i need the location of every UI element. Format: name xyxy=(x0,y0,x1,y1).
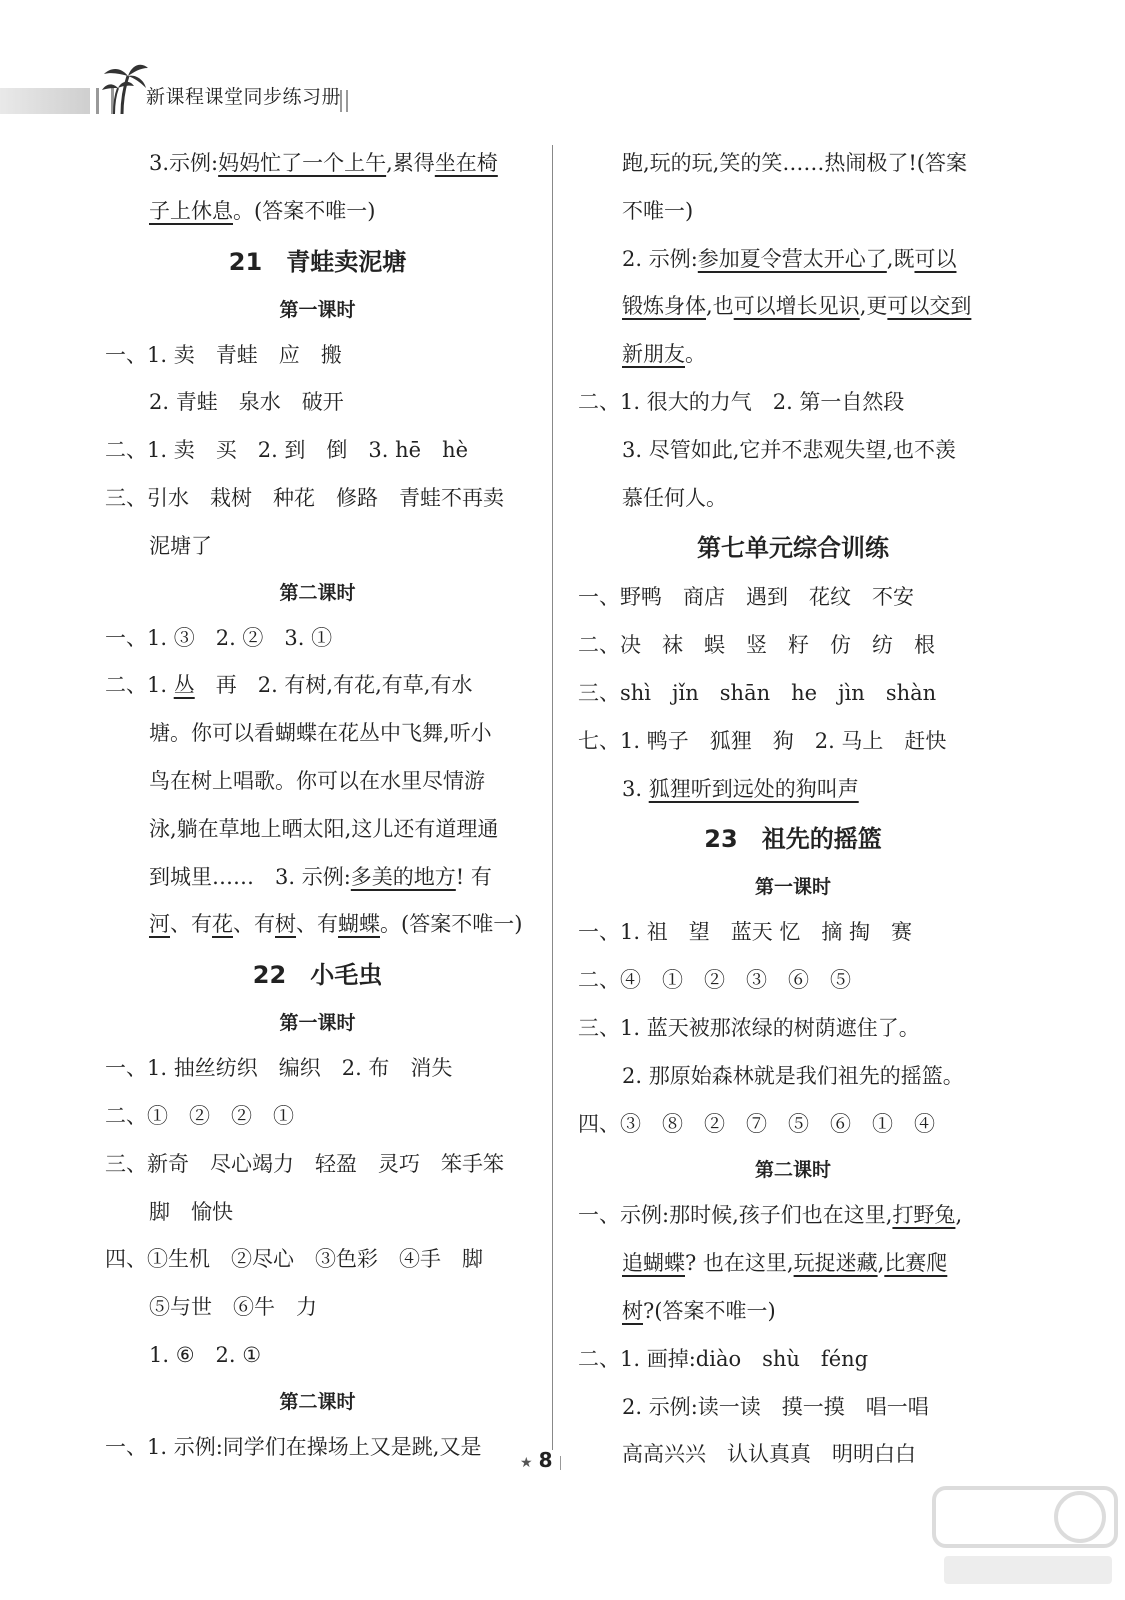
answer-line: 到城里…… 3. 示例:多美的地方! 有 xyxy=(149,864,492,889)
page-number: 8 xyxy=(538,1448,553,1472)
answer-line: 七、1. 鸭子 狐狸 狗 2. 马上 赶快 xyxy=(578,728,947,753)
answer-line: 2. 示例:参加夏令营太开心了,既可以 xyxy=(622,246,957,271)
answer-line: 四、③ ⑧ ② ⑦ ⑤ ⑥ ① ④ xyxy=(578,1111,935,1136)
answer-line: 脚 愉快 xyxy=(149,1199,233,1224)
star-icon: ★ xyxy=(520,1455,533,1471)
answer-line: 慕任何人。 xyxy=(622,485,727,510)
answer-line: 二、1. 画掉:diào shù féng xyxy=(578,1346,869,1371)
answer-line: 三、新奇 尽心竭力 轻盈 灵巧 笨手笨 xyxy=(105,1151,504,1176)
answer-line: 新朋友。 xyxy=(622,342,706,367)
answer-line: 二、1. 卖 买 2. 到 倒 3. hē hè xyxy=(105,438,469,463)
header-tail-bars xyxy=(340,90,348,112)
column-divider xyxy=(552,145,553,1450)
answer-line: 泥塘了 xyxy=(149,533,212,558)
lesson-heading: 第二课时 xyxy=(279,1390,356,1413)
answer-line: 三、1. 蓝天被那浓绿的树荫遮住了。 xyxy=(578,1015,920,1040)
answer-line: 鸟在树上唱歌。你可以在水里尽情游 xyxy=(149,768,485,793)
answer-line: 不唯一) xyxy=(622,198,694,223)
answer-line: 二、① ② ② ① xyxy=(105,1103,294,1128)
answer-line: 一、1. 卖 青蛙 应 搬 xyxy=(105,342,342,367)
chapter-title-23: 23 祖先的摇篮 xyxy=(704,825,882,854)
answer-line: ⑤与世 ⑥牛 力 xyxy=(149,1295,317,1320)
lesson-heading: 第一课时 xyxy=(279,1012,356,1035)
chapter-title-22: 22 小毛虫 xyxy=(252,961,383,990)
answer-line: 一、1. ③ 2. ② 3. ① xyxy=(105,625,333,650)
right-column xyxy=(578,140,1008,1479)
answer-line: 一、示例:那时候,孩子们也在这里,打野兔, xyxy=(578,1203,963,1228)
answer-line: 塘。你可以看蝴蝶在花丛中飞舞,听小 xyxy=(149,721,492,746)
lesson-heading: 第二课时 xyxy=(754,1159,831,1182)
answer-line: 1. ⑥ 2. ① xyxy=(149,1342,262,1367)
lesson-heading: 第二课时 xyxy=(279,581,356,604)
lesson-heading: 第一课时 xyxy=(754,876,831,899)
answer-line: 锻炼身体,也可以增长见识,更可以交到 xyxy=(622,294,972,319)
watermark-logo xyxy=(930,1480,1120,1590)
answer-line: 一、野鸭 商店 遇到 花纹 不安 xyxy=(578,585,914,610)
answer-line: 一、1. 抽丝纺织 编织 2. 布 消失 xyxy=(105,1056,453,1081)
answer-line: 泳,躺在草地上晒太阳,这儿还有道理通 xyxy=(149,816,499,841)
answer-line: 子上休息。(答案不唯一) xyxy=(149,198,376,223)
answer-line: 高高兴兴 认认真真 明明白白 xyxy=(622,1442,916,1467)
answer-line: 一、1. 示例:同学们在操场上又是跳,又是 xyxy=(105,1434,482,1459)
answer-line: 2. 青蛙 泉水 破开 xyxy=(149,390,344,415)
answer-line: 二、1. 丛 再 2. 有树,有花,有草,有水 xyxy=(105,673,473,698)
book-title: 新课程课堂同步练习册 xyxy=(146,86,342,108)
palm-tree-icon xyxy=(100,60,150,116)
page-footer xyxy=(520,1448,561,1472)
answer-line: 树?(答案不唯一) xyxy=(622,1298,776,1323)
answer-line: 3. 狐狸听到远处的狗叫声 xyxy=(622,776,859,801)
lesson-heading: 第一课时 xyxy=(279,298,356,321)
answer-line: 四、①生机 ②尽心 ③色彩 ④手 脚 xyxy=(105,1247,483,1272)
answer-line: 一、1. 祖 望 蓝天 忆 摘 掏 赛 xyxy=(578,920,913,945)
answer-line: 三、引水 栽树 种花 修路 青蛙不再卖 xyxy=(105,485,504,510)
answer-line: 2. 那原始森林就是我们祖先的摇篮。 xyxy=(622,1063,964,1088)
page-header xyxy=(0,60,1125,120)
answer-line: 2. 示例:读一读 摸一摸 唱一唱 xyxy=(622,1394,929,1419)
header-band xyxy=(0,88,90,114)
left-column xyxy=(105,140,530,1472)
answer-line: 二、④ ① ② ③ ⑥ ⑤ xyxy=(578,968,851,993)
answer-line: 二、1. 很大的力气 2. 第一自然段 xyxy=(578,389,905,414)
answer-line: 追蝴蝶? 也在这里,玩捉迷藏,比赛爬 xyxy=(622,1251,948,1276)
answer-line: 二、决 袜 蜈 竖 籽 仿 纺 根 xyxy=(578,633,935,658)
answer-line: 跑,玩的玩,笑的笑……热闹极了!(答案 xyxy=(622,151,967,175)
answer-line: 3.示例:妈妈忙了一个上午,累得坐在椅 xyxy=(149,151,498,175)
chapter-title-21: 21 青蛙卖泥塘 xyxy=(228,247,407,276)
unit-review-title: 第七单元综合训练 xyxy=(697,534,889,563)
answer-line: 河、有花、有树、有蝴蝶。(答案不唯一) xyxy=(149,912,523,937)
answer-line: 3. 尽管如此,它并不悲观失望,也不羡 xyxy=(622,437,957,462)
answer-line: 三、shì jǐn shān he jìn shàn xyxy=(578,680,937,705)
footer-bar xyxy=(560,1456,561,1470)
